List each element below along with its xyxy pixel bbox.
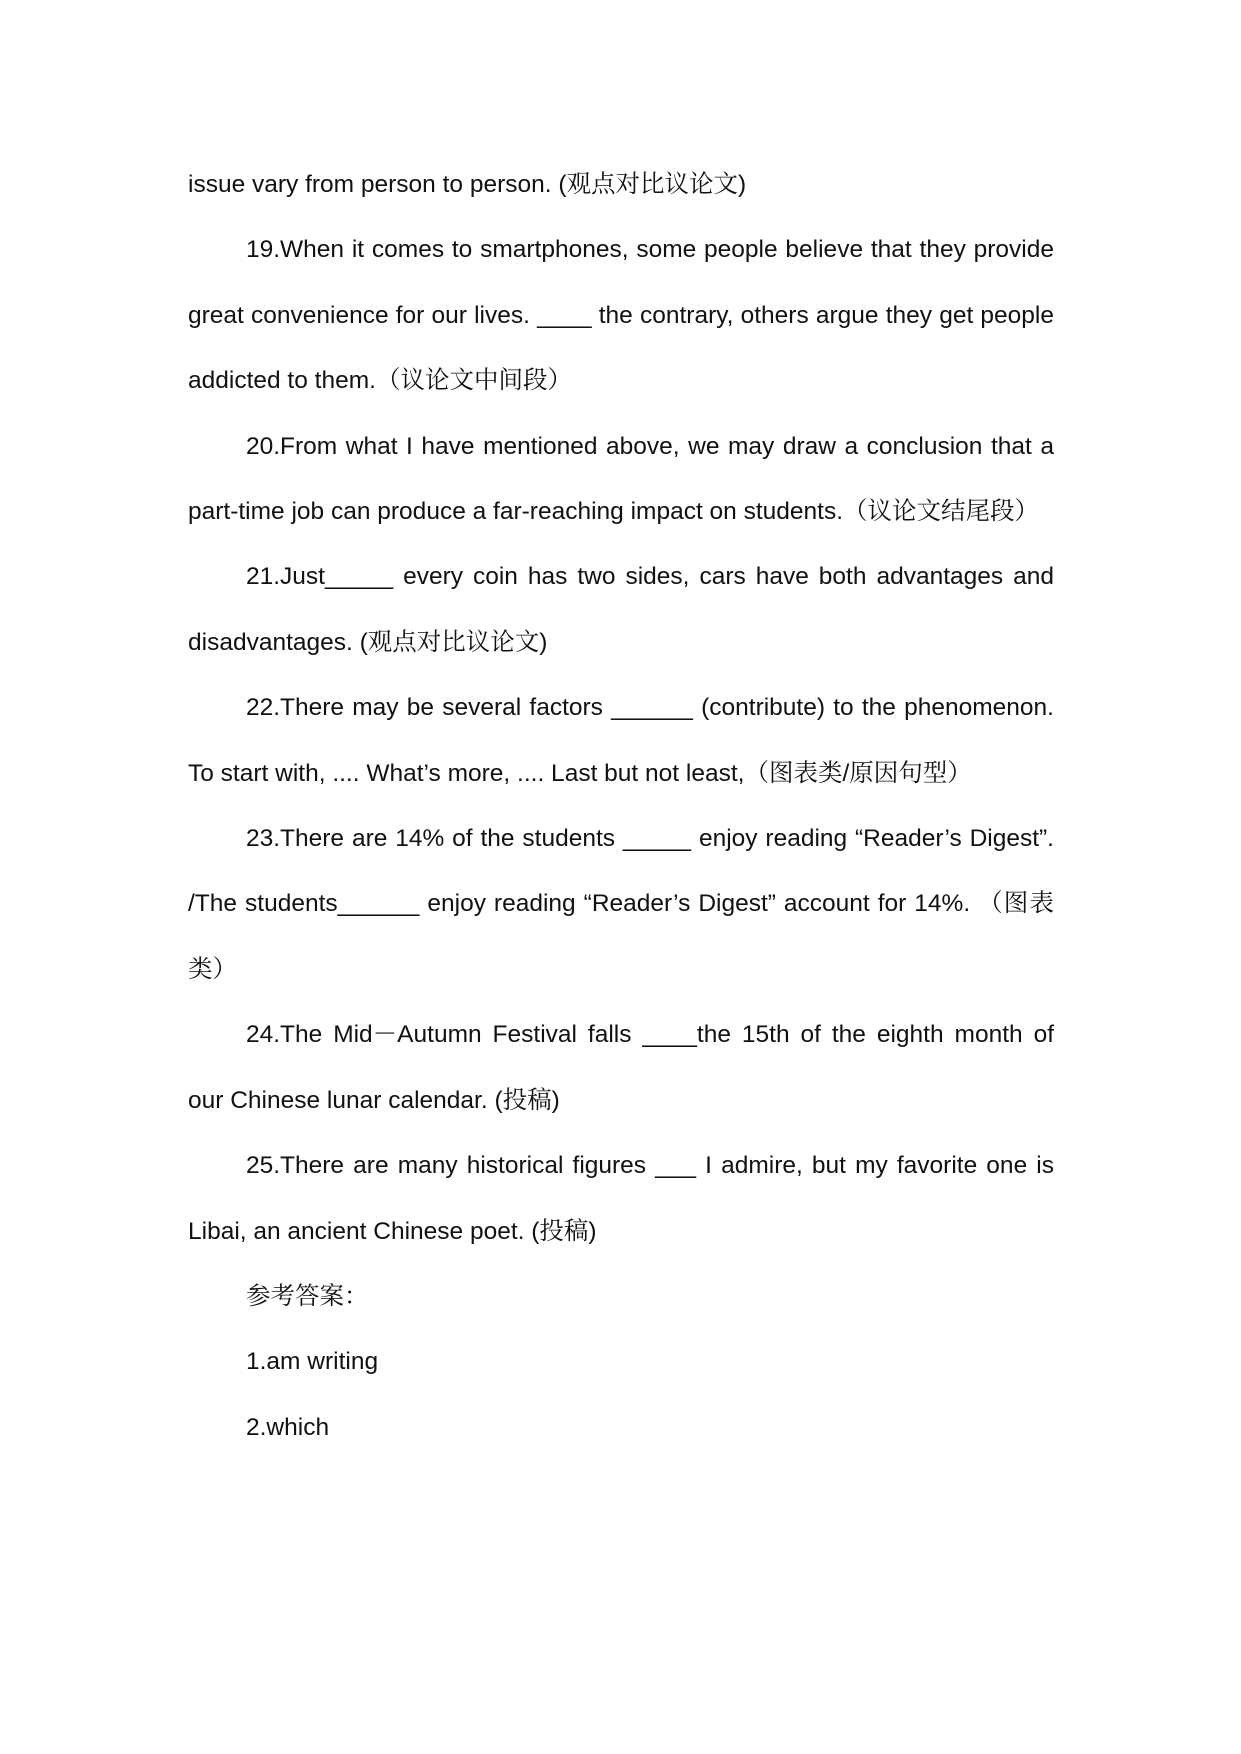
question-19: 19.When it comes to smartphones, some people believe that they provide great convenience for our lives. ____ the contrary, others argue they get people addicted to them.（议论文中间段） — [188, 236, 1054, 395]
question-22: 22.There may be several factors ______ (contribute) to the phenomenon. To start with, .... What’s more, .... Last but not least,（图表类/原因句型） — [188, 694, 1054, 787]
question-21: 21.Just_____ every coin has two sides, cars have both advantages and disadvantages. (观点对比议论文) — [188, 563, 1054, 656]
document-body — [188, 152, 1054, 1460]
question-24: 24.The Mid－Autumn Festival falls ____the 15th of the eighth month of our Chinese lunar calendar. (投稿) — [188, 1021, 1054, 1114]
answers-heading: 参考答案： — [246, 1282, 369, 1310]
answer-2: 2.which — [246, 1413, 330, 1441]
answer-1: 1.am writing — [246, 1348, 379, 1376]
paragraph-continuation: issue vary from person to person. (观点对比议论文) — [188, 171, 747, 198]
question-20: 20.From what I have mentioned above, we may draw a conclusion that a part-time job can produce a far-reaching impact on students.（议论文结尾段） — [188, 432, 1054, 526]
question-23: 23.There are 14% of the students _____ enjoy reading “Reader’s Digest”. /The students______ enjoy reading “Reader’s Digest” account for 14%. （图表类） — [188, 825, 1054, 983]
question-25: 25.There are many historical figures ___ I admire, but my favorite one is Libai, an ancient Chinese poet. (投稿) — [188, 1152, 1054, 1245]
